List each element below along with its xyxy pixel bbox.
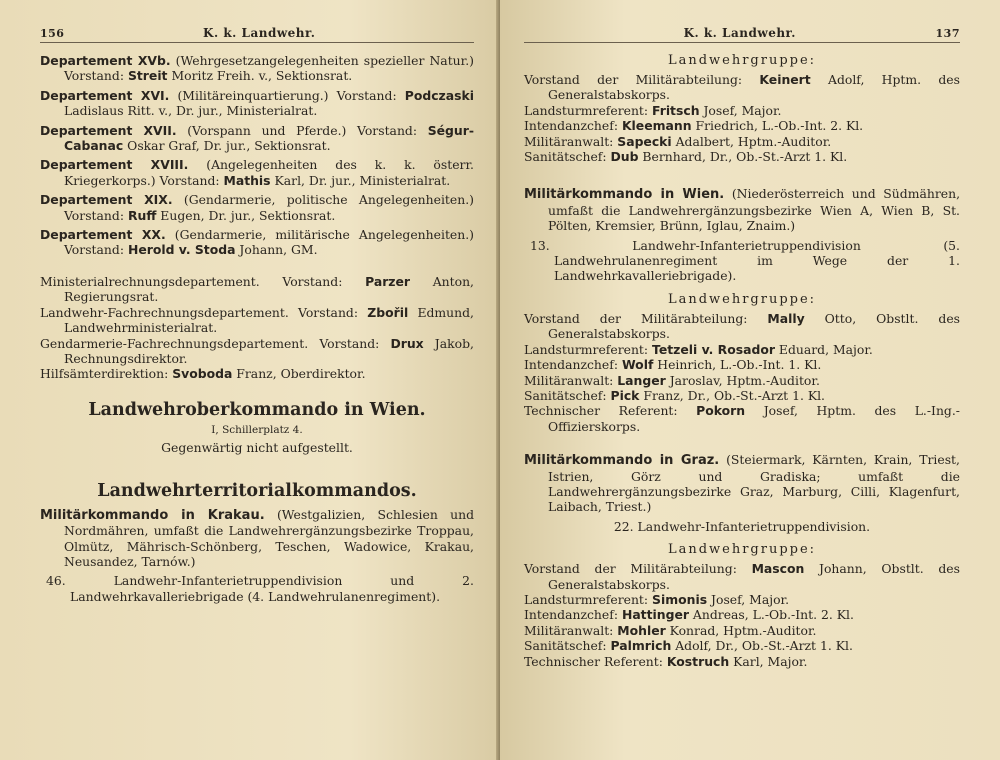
territorial-title: Landwehrterritorialkommandos. xyxy=(97,480,417,501)
wien-division: 13. Landwehr-Infanterietruppendivision (5. Landwehrulanenregiment im Wege der 1. Landwehrkavalleriebrigade). xyxy=(530,237,960,284)
wien-entry: Militärkommando in Wien. (Niederösterreich und Südmähren, umfaßt die Landwehrergänzungsbezirke Wien A, Wien B, St. Pölten, Kremsier, Brünn, Iglau, Znaim.) xyxy=(524,186,961,234)
staff-entry: Vorstand der Militärabteilung: Keinert Adolf, Hptm. des Generalstabskorps. xyxy=(524,72,961,103)
staff-entry: Landsturmreferent: Simonis Josef, Major. xyxy=(524,591,790,607)
department-entry: Departement XVI. (Militäreinquartierung.) Vorstand: Podczaski Ladislaus Ritt. v., Dr. jur., Ministerialrat. xyxy=(40,87,474,119)
staff-entry: Technischer Referent: Pokorn Josef, Hptm. des L.-Ing.-Offizierskorps. xyxy=(524,403,960,434)
staff-entry: Intendanzchef: Wolf Heinrich, L.-Ob.-Int. 1. Kl. xyxy=(524,357,822,373)
right-page xyxy=(500,0,1000,760)
office-entry: Hilfsämterdirektion: Svoboda Franz, Oberdirektor. xyxy=(40,366,366,382)
group-label: Landwehrgruppe: xyxy=(667,291,817,307)
left-page-number: 156 xyxy=(40,27,65,40)
staff-entry: Intendanzchef: Hattinger Andreas, L.-Ob.-Int. 2. Kl. xyxy=(524,607,854,623)
staff-entry: Vorstand der Militärabteilung: Mally Otto, Obstlt. des Generalstabskorps. xyxy=(524,310,961,342)
department-entry: Departement XVb. (Wehrgesetzangelegenheiten spezieller Natur.) Vorstand: Streit Moritz Freih. v., Sektionsrat. xyxy=(40,53,474,84)
staff-entry: Intendanzchef: Kleemann Friedrich, L.-Ob.-Int. 2. Kl. xyxy=(524,118,864,134)
group-label: Landwehrgruppe: xyxy=(667,53,817,68)
staff-list-innsbruck xyxy=(524,72,960,164)
krakau-entry: Militärkommando in Krakau. (Westgalizien, Schlesien und Nordmähren, umfaßt die Landwehrergänzungsbezirke Troppau, Olmütz, Mährisch-Schönberg, Teschen, Wadowice, Krakau, Neusandez, Tarnów.) xyxy=(40,506,475,569)
office-entry: Landwehr-Fachrechnungsdepartement. Vorstand: Zbořil Edmund, Landwehrministerialrat. xyxy=(40,304,474,336)
department-entry: Departement XVII. (Vorspann und Pferde.) Vorstand: Ségur-Cabanac Oskar Graf, Dr. jur., Sektionsrat. xyxy=(40,122,474,154)
right-page-number: 137 xyxy=(935,27,960,40)
left-running-head xyxy=(40,26,474,43)
right-running-head xyxy=(524,26,960,43)
staff-entry: Sanitätschef: Dub Bernhard, Dr., Ob.-St.-Arzt 1. Kl. xyxy=(524,149,848,165)
right-running-title: K. k. Landwehr. xyxy=(683,26,796,40)
office-entry: Ministerialrechnungsdepartement. Vorstand: Parzer Anton, Regierungsrat. xyxy=(40,273,474,305)
department-entry: Departement XIX. (Gendarmerie, politische Angelegenheiten.) Vorstand: Ruff Eugen, Dr. jur., Sektionsrat. xyxy=(40,192,474,223)
staff-list-wien xyxy=(524,311,960,434)
staff-list-graz xyxy=(524,561,960,669)
group-label: Landwehrgruppe: xyxy=(667,542,817,558)
office-entry: Gendarmerie-Fachrechnungsdepartement. Vorstand: Drux Jakob, Rechnungsdirektor. xyxy=(40,335,474,366)
staff-entry: Militäranwalt: Sapecki Adalbert, Hptm.-Auditor. xyxy=(524,133,832,149)
staff-entry: Sanitätschef: Pick Franz, Dr., Ob.-St.-Arzt 1. Kl. xyxy=(524,387,825,403)
graz-entry: Militärkommando in Graz. (Steiermark, Kärnten, Krain, Triest, Istrien, Görz und Gradiska; umfaßt die Landwehrergänzungsbezirke Graz, Marburg, Cilli, Klagenfurt, Laibach, Triest.) xyxy=(524,452,960,515)
staff-entry: Militäranwalt: Langer Jaroslav, Hptm.-Auditor. xyxy=(524,372,820,388)
staff-entry: Militäranwalt: Mohler Konrad, Hptm.-Auditor. xyxy=(524,622,817,638)
oberkommando-title: Landwehroberkommando in Wien. xyxy=(88,399,426,420)
staff-entry: Landsturmreferent: Tetzeli v. Rosador Eduard, Major. xyxy=(524,341,873,357)
staff-entry: Vorstand der Militärabteilung: Mascon Johann, Obstlt. des Generalstabskorps. xyxy=(524,561,960,592)
oberkommando-address: I, Schillerplatz 4. xyxy=(211,423,303,436)
offices-list xyxy=(40,274,474,382)
left-running-title: K. k. Landwehr. xyxy=(203,26,316,40)
department-entry: Departement XX. (Gendarmerie, militärische Angelegenheiten.) Vorstand: Herold v. Stoda Johann, GM. xyxy=(40,227,475,258)
department-entry: Departement XVIII. (Angelegenheiten des k. k. österr. Kriegerkorps.) Vorstand: Mathis Karl, Dr. jur., Ministerialrat. xyxy=(40,157,474,188)
staff-entry: Technischer Referent: Kostruch Karl, Major. xyxy=(524,653,808,669)
staff-entry: Sanitätschef: Palmrich Adolf, Dr., Ob.-St.-Arzt 1. Kl. xyxy=(524,638,853,654)
departments-list xyxy=(40,53,474,258)
staff-entry: Landsturmreferent: Fritsch Josef, Major. xyxy=(524,102,782,118)
oberkommando-note: Gegenwärtig nicht aufgestellt. xyxy=(161,439,353,455)
graz-division: 22. Landwehr-Infanterietruppendivision. xyxy=(613,518,871,534)
krakau-division: 46. Landwehr-Infanterietruppendivision und 2. Landwehrkavalleriebrigade (4. Landwehrulanenregiment). xyxy=(46,573,474,604)
